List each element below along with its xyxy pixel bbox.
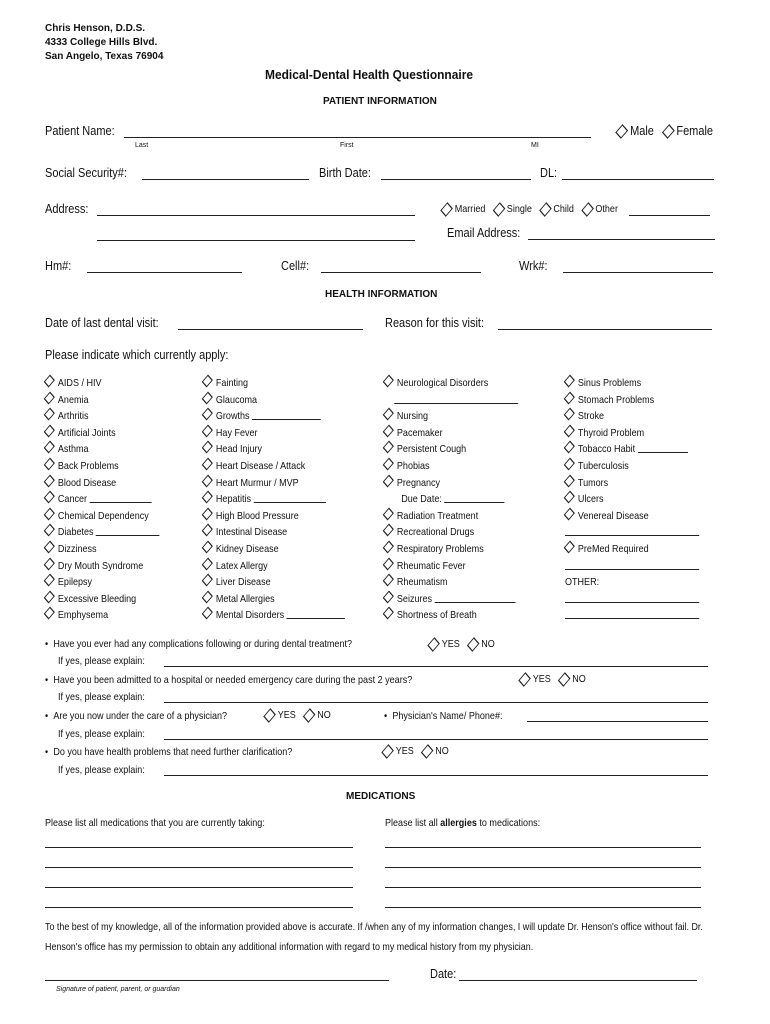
diamond-checkbox-icon xyxy=(440,202,453,217)
diamond-checkbox-icon xyxy=(564,391,575,404)
q2-yes[interactable]: YES xyxy=(519,673,551,685)
work-phone-label: Wrk#: xyxy=(519,259,548,273)
diamond-checkbox-icon xyxy=(564,374,575,387)
work-phone-field[interactable] xyxy=(563,272,713,273)
diamond-checkbox-icon xyxy=(581,202,594,217)
q1-explain-field[interactable] xyxy=(164,666,708,667)
due-date-field[interactable] xyxy=(444,492,504,503)
diamond-checkbox-icon xyxy=(202,540,213,553)
diamond-checkbox-icon xyxy=(383,457,394,470)
condition-item[interactable]: Recreational Drugs xyxy=(384,524,518,541)
q4-explain-label: If yes, please explain: xyxy=(58,764,145,776)
diamond-checkbox-icon xyxy=(202,557,213,570)
diamond-checkbox-icon xyxy=(44,457,55,470)
diamond-checkbox-icon xyxy=(539,202,552,217)
diamond-checkbox-icon xyxy=(383,507,394,520)
diamond-checkbox-icon xyxy=(564,457,575,470)
condition-item[interactable]: Heart Murmur / MVP xyxy=(203,475,345,492)
condition-item[interactable]: AIDS / HIV xyxy=(45,375,160,392)
address-label: Address: xyxy=(45,202,89,216)
name-sub-last: Last xyxy=(135,142,149,149)
conditions-col-2 xyxy=(203,375,368,624)
condition-item[interactable]: Tuberculosis xyxy=(565,458,699,475)
diamond-checkbox-icon xyxy=(44,441,55,454)
condition-item[interactable]: Kidney Disease xyxy=(203,541,345,558)
condition-item[interactable]: Respiratory Problems xyxy=(384,541,518,558)
hepatitis-detail-field[interactable] xyxy=(254,492,326,503)
blank-row xyxy=(565,558,699,575)
condition-item[interactable]: Artificial Joints xyxy=(45,425,160,442)
condition-item[interactable]: Ulcers xyxy=(565,491,699,508)
practice-address-line1: 4333 College Hills Blvd. xyxy=(45,37,158,48)
birth-date-label: Birth Date: xyxy=(319,166,371,180)
home-phone-field[interactable] xyxy=(87,272,242,273)
diamond-checkbox-icon xyxy=(44,491,55,504)
signature-field[interactable] xyxy=(45,980,389,981)
section-medications: MEDICATIONS xyxy=(346,791,416,802)
diamond-checkbox-icon xyxy=(467,637,480,652)
condition-item[interactable]: Radiation Treatment xyxy=(384,508,518,525)
q3-yes[interactable]: YES xyxy=(264,709,296,721)
medication-line[interactable] xyxy=(45,887,353,888)
birth-date-field[interactable] xyxy=(381,179,531,180)
practice-name: Chris Henson, D.D.S. xyxy=(45,23,146,34)
last-visit-field[interactable] xyxy=(178,329,363,330)
other-condition-field-2[interactable] xyxy=(565,608,699,619)
condition-item[interactable]: Pregnancy xyxy=(384,475,518,492)
condition-item[interactable]: Hay Fever xyxy=(203,425,345,442)
diamond-checkbox-icon xyxy=(383,408,394,421)
cancer-detail-field[interactable] xyxy=(90,492,152,503)
other-option[interactable]: Other xyxy=(582,203,618,215)
condition-item[interactable]: Rheumatic Fever xyxy=(384,558,518,575)
diamond-checkbox-icon xyxy=(202,574,213,587)
condition-item[interactable]: Emphysema xyxy=(45,607,160,624)
diabetes-detail-field[interactable] xyxy=(96,525,160,536)
married-option[interactable]: Married xyxy=(441,203,485,215)
diamond-checkbox-icon xyxy=(564,424,575,437)
blank-row xyxy=(565,524,699,541)
q2-explain-label: If yes, please explain: xyxy=(58,691,145,703)
condition-item[interactable]: Seizures xyxy=(384,591,518,608)
extra-condition-field[interactable] xyxy=(565,525,699,536)
condition-item[interactable]: Dizziness xyxy=(45,541,160,558)
condition-item[interactable]: Cancer xyxy=(45,491,160,508)
growths-detail-field[interactable] xyxy=(252,409,321,420)
patient-name-field[interactable] xyxy=(124,137,591,138)
q2-explain-field[interactable] xyxy=(164,702,708,703)
indicate-label: Please indicate which currently apply: xyxy=(45,348,229,362)
condition-item[interactable]: Latex Allergy xyxy=(203,558,345,575)
diamond-checkbox-icon xyxy=(564,507,575,520)
diamond-checkbox-icon xyxy=(662,124,675,139)
diamond-checkbox-icon xyxy=(202,424,213,437)
diamond-checkbox-icon xyxy=(202,524,213,537)
gender-options xyxy=(616,124,718,139)
diamond-checkbox-icon xyxy=(564,408,575,421)
home-phone-label: Hm#: xyxy=(45,259,72,273)
allergy-line[interactable] xyxy=(385,847,701,848)
q2-options xyxy=(519,673,591,687)
diamond-checkbox-icon xyxy=(383,374,394,387)
condition-item[interactable]: Dry Mouth Syndrome xyxy=(45,558,160,575)
condition-item[interactable]: Excessive Bleeding xyxy=(45,591,160,608)
diamond-checkbox-icon xyxy=(44,524,55,537)
condition-item[interactable]: Rheumatism xyxy=(384,574,518,591)
question-complications: • Have you ever had any complications following or during dental treatment? xyxy=(45,638,352,650)
diamond-checkbox-icon xyxy=(202,408,213,421)
cell-phone-field[interactable] xyxy=(321,272,481,273)
diamond-checkbox-icon xyxy=(202,607,213,620)
signature-label: Signature of patient, parent, or guardian xyxy=(56,986,180,993)
other-condition-field-1[interactable] xyxy=(565,592,699,603)
section-health-info: HEALTH INFORMATION xyxy=(325,289,438,300)
condition-item[interactable]: Tobacco Habit xyxy=(565,441,699,458)
condition-item[interactable]: Persistent Cough xyxy=(384,441,518,458)
condition-item[interactable]: Phobias xyxy=(384,458,518,475)
condition-item[interactable]: Sinus Problems xyxy=(565,375,699,392)
diamond-checkbox-icon xyxy=(492,202,505,217)
medication-line[interactable] xyxy=(45,867,353,868)
diamond-checkbox-icon xyxy=(44,424,55,437)
last-visit-label: Date of last dental visit: xyxy=(45,316,159,330)
q1-explain-label: If yes, please explain: xyxy=(58,655,145,667)
q3-options xyxy=(264,709,336,723)
allergy-line[interactable] xyxy=(385,887,701,888)
condition-item[interactable]: Epilepsy xyxy=(45,574,160,591)
condition-item[interactable]: Pacemaker xyxy=(384,425,518,442)
q4-explain-field[interactable] xyxy=(164,775,708,776)
diamond-checkbox-icon xyxy=(383,424,394,437)
dl-field[interactable] xyxy=(562,179,714,180)
seizures-detail-field[interactable] xyxy=(435,592,516,603)
name-sub-first: First xyxy=(340,142,354,149)
blank-row xyxy=(565,607,699,624)
date-label: Date: xyxy=(430,967,457,981)
diamond-checkbox-icon xyxy=(383,474,394,487)
diamond-checkbox-icon xyxy=(44,574,55,587)
diamond-checkbox-icon xyxy=(303,708,316,723)
diamond-checkbox-icon xyxy=(383,441,394,454)
due-date-label: Due Date: xyxy=(401,493,442,506)
diamond-checkbox-icon xyxy=(202,474,213,487)
reason-label: Reason for this visit: xyxy=(385,316,485,330)
tobacco-detail-field[interactable] xyxy=(638,442,688,453)
conditions-col-1 xyxy=(45,375,178,624)
allergy-line[interactable] xyxy=(385,907,701,908)
diamond-checkbox-icon xyxy=(202,457,213,470)
diamond-checkbox-icon xyxy=(421,744,434,759)
diamond-checkbox-icon xyxy=(381,744,394,759)
diamond-checkbox-icon xyxy=(383,524,394,537)
condition-item[interactable]: Chemical Dependency xyxy=(45,508,160,525)
condition-item[interactable]: Asthma xyxy=(45,441,160,458)
diamond-checkbox-icon xyxy=(44,507,55,520)
condition-item[interactable]: Arthritis xyxy=(45,408,160,425)
diamond-checkbox-icon xyxy=(202,590,213,603)
condition-item[interactable]: High Blood Pressure xyxy=(203,508,345,525)
q1-options xyxy=(428,638,500,652)
diamond-checkbox-icon xyxy=(564,540,575,553)
medication-line[interactable] xyxy=(45,907,353,908)
conditions-col-3 xyxy=(384,375,540,624)
female-option[interactable]: Female xyxy=(662,124,713,138)
name-sub-mi: MI xyxy=(531,142,539,149)
medication-line[interactable] xyxy=(45,847,353,848)
q4-options xyxy=(382,745,454,759)
condition-item[interactable]: Stroke xyxy=(565,408,699,425)
q1-no[interactable]: NO xyxy=(468,638,495,650)
condition-item[interactable]: Glaucoma xyxy=(203,392,345,409)
dl-label: DL: xyxy=(540,166,558,180)
cell-phone-label: Cell#: xyxy=(281,259,310,273)
diamond-checkbox-icon xyxy=(44,590,55,603)
diamond-checkbox-icon xyxy=(518,672,531,687)
other-marital-field[interactable] xyxy=(629,215,710,216)
physician-name-field[interactable] xyxy=(527,721,708,722)
condition-item[interactable]: Shortness of Breath xyxy=(384,607,518,624)
diamond-checkbox-icon xyxy=(383,590,394,603)
diamond-checkbox-icon xyxy=(44,607,55,620)
condition-item[interactable]: Back Problems xyxy=(45,458,160,475)
email-field[interactable] xyxy=(528,239,715,240)
date-field[interactable] xyxy=(459,980,697,981)
medications-label: Please list all medications that you are currently taking: xyxy=(45,817,265,829)
q4-no[interactable]: NO xyxy=(422,745,449,757)
diamond-checkbox-icon xyxy=(202,491,213,504)
diamond-checkbox-icon xyxy=(44,474,55,487)
form-title: Medical-Dental Health Questionnaire xyxy=(265,67,474,82)
accuracy-statement: To the best of my knowledge, all of the information provided above is accurate. If /when any of my information changes, I will update Dr. Henson's office without fail. Dr. Henson's office has my permission to obtain any additional information with regard to my medical history from my physician. xyxy=(45,921,703,953)
condition-item[interactable]: Growths xyxy=(203,408,345,425)
diamond-checkbox-icon xyxy=(564,491,575,504)
diamond-checkbox-icon xyxy=(202,374,213,387)
child-option[interactable]: Child xyxy=(540,203,574,215)
q4-yes[interactable]: YES xyxy=(382,745,414,757)
question-clarification: • Do you have health problems that need further clarification? xyxy=(45,746,292,758)
condition-item[interactable]: Neurological Disorders xyxy=(384,375,518,392)
diamond-checkbox-icon xyxy=(564,441,575,454)
reason-field[interactable] xyxy=(498,329,712,330)
male-option[interactable]: Male xyxy=(616,124,654,138)
ssn-field[interactable] xyxy=(142,179,309,180)
patient-name-label: Patient Name: xyxy=(45,124,115,138)
blank-row xyxy=(565,591,699,608)
diamond-checkbox-icon xyxy=(44,540,55,553)
allergies-label: Please list all allergies to medications: xyxy=(385,817,541,829)
condition-item[interactable]: Hepatitis xyxy=(203,491,345,508)
premed-detail-field[interactable] xyxy=(565,559,699,570)
marital-options xyxy=(441,203,623,217)
practice-address-line2: San Angelo, Texas 76904 xyxy=(45,51,164,62)
diamond-checkbox-icon xyxy=(44,557,55,570)
condition-item[interactable]: Anemia xyxy=(45,392,160,409)
condition-item[interactable]: Thyroid Problem xyxy=(565,425,699,442)
mental-disorders-detail-field[interactable] xyxy=(287,608,345,619)
q3-explain-label: If yes, please explain: xyxy=(58,728,145,740)
ssn-label: Social Security#: xyxy=(45,166,127,180)
allergy-line[interactable] xyxy=(385,867,701,868)
diamond-checkbox-icon xyxy=(202,441,213,454)
condition-item[interactable]: Liver Disease xyxy=(203,574,345,591)
other-conditions-label: OTHER: xyxy=(565,576,600,589)
q3-no[interactable]: NO xyxy=(304,709,331,721)
due-date-row xyxy=(384,491,518,508)
diamond-checkbox-icon xyxy=(383,607,394,620)
diamond-checkbox-icon xyxy=(44,408,55,421)
diamond-checkbox-icon xyxy=(558,672,571,687)
address-field-2[interactable] xyxy=(97,240,415,241)
diamond-checkbox-icon xyxy=(44,391,55,404)
condition-item[interactable]: Head Injury xyxy=(203,441,345,458)
q2-no[interactable]: NO xyxy=(559,673,586,685)
condition-item[interactable]: Tumors xyxy=(565,475,699,492)
diamond-checkbox-icon xyxy=(202,391,213,404)
neuro-detail-field[interactable] xyxy=(394,393,518,404)
condition-item[interactable]: Diabetes xyxy=(45,524,160,541)
condition-item[interactable]: Nursing xyxy=(384,408,518,425)
diamond-checkbox-icon xyxy=(564,474,575,487)
diamond-checkbox-icon xyxy=(202,507,213,520)
section-patient-info: PATIENT INFORMATION xyxy=(323,96,437,107)
diamond-checkbox-icon xyxy=(383,540,394,553)
condition-item[interactable]: Venereal Disease xyxy=(565,508,699,525)
q3-explain-field[interactable] xyxy=(164,739,708,740)
neuro-detail-row xyxy=(384,392,518,409)
diamond-checkbox-icon xyxy=(383,557,394,570)
condition-item[interactable]: Heart Disease / Attack xyxy=(203,458,345,475)
conditions-col-4 xyxy=(565,375,721,624)
condition-item[interactable]: Blood Disease xyxy=(45,475,160,492)
condition-item[interactable]: Stomach Problems xyxy=(565,392,699,409)
address-field-1[interactable] xyxy=(97,215,415,216)
diamond-checkbox-icon xyxy=(44,374,55,387)
condition-item[interactable]: Intestinal Disease xyxy=(203,524,345,541)
question-physician: • Are you now under the care of a physician? xyxy=(45,710,227,722)
diamond-checkbox-icon xyxy=(383,574,394,587)
q1-yes[interactable]: YES xyxy=(428,638,460,650)
question-hospital: • Have you been admitted to a hospital or needed emergency care during the past 2 years? xyxy=(45,674,412,686)
condition-item[interactable]: Mental Disorders xyxy=(203,607,345,624)
diamond-checkbox-icon xyxy=(615,124,628,139)
condition-item[interactable]: Metal Allergies xyxy=(203,591,345,608)
condition-item[interactable]: PreMed Required xyxy=(565,541,699,558)
physician-name-label: • Physician's Name/ Phone#: xyxy=(384,710,502,722)
condition-item[interactable]: Fainting xyxy=(203,375,345,392)
single-option[interactable]: Single xyxy=(493,203,532,215)
diamond-checkbox-icon xyxy=(427,637,440,652)
email-label: Email Address: xyxy=(447,226,521,240)
diamond-checkbox-icon xyxy=(263,708,276,723)
